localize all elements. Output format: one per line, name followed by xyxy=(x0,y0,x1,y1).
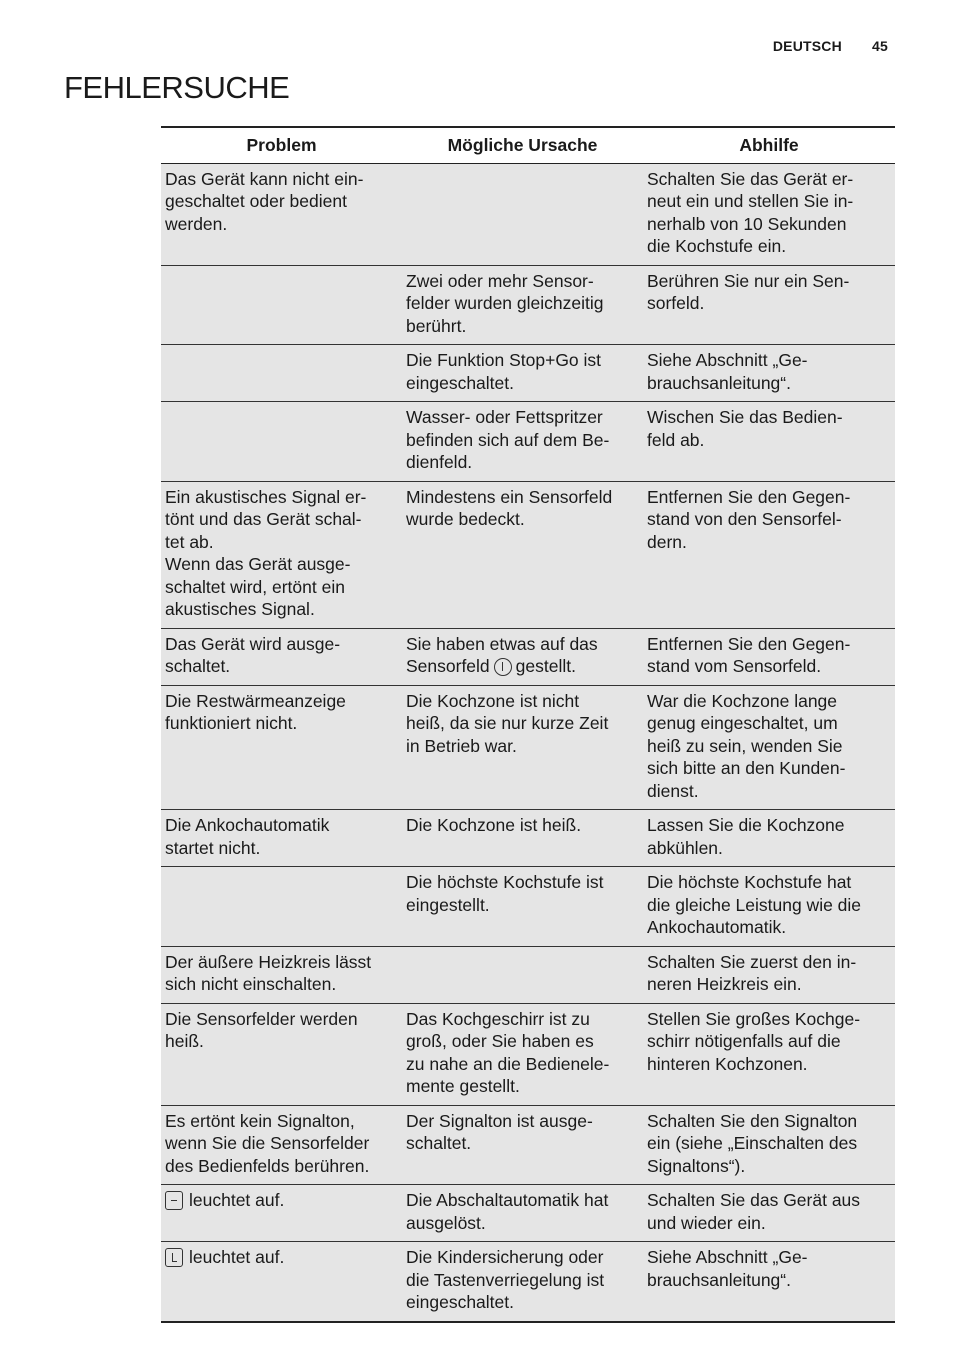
remedy-cell: Wischen Sie das Bedien- feld ab. xyxy=(643,402,895,482)
cause-cell: Mindestens ein Sensorfeld wurde bedeckt. xyxy=(402,481,643,628)
problem-cell: Das Gerät wird ausge- schaltet. xyxy=(161,628,402,685)
page-title: FEHLERSUCHE xyxy=(64,70,290,105)
problem-cell: Die Ankochautomatik startet nicht. xyxy=(161,810,402,867)
column-header-remedy: Abhilfe xyxy=(643,127,895,163)
remedy-cell: Siehe Abschnitt „Ge- brauchsanleitung“. xyxy=(643,1242,895,1322)
table-row xyxy=(161,628,895,685)
problem-cell xyxy=(161,345,402,402)
remedy-cell: Schalten Sie das Gerät er- neut ein und stellen Sie in- nerhalb von 10 Sekunden die Kochstufe ein. xyxy=(643,163,895,265)
display-minus-icon xyxy=(165,1191,183,1210)
column-header-problem: Problem xyxy=(161,127,402,163)
header-language: DEUTSCH xyxy=(772,38,842,54)
problem-cell: Ein akustisches Signal er- tönt und das Gerät schal- tet ab. Wenn das Gerät ausge- schaltet wird, ertönt ein akustisches Signal. xyxy=(161,481,402,628)
table-row xyxy=(161,163,895,265)
problem-cell: Das Gerät kann nicht ein- geschaltet oder bedient werden. xyxy=(161,163,402,265)
problem-cell xyxy=(161,867,402,947)
remedy-cell: Berühren Sie nur ein Sen- sorfeld. xyxy=(643,265,895,345)
table-header-row xyxy=(161,127,895,163)
table-row xyxy=(161,265,895,345)
cause-cell: Der Signalton ist ausge- schaltet. xyxy=(402,1105,643,1185)
page-number: 45 xyxy=(872,38,888,54)
cause-cell xyxy=(402,946,643,1003)
power-icon xyxy=(494,658,512,676)
cause-cell: Zwei oder mehr Sensor- felder wurden gleichzeitig berührt. xyxy=(402,265,643,345)
remedy-cell: Siehe Abschnitt „Ge- brauchsanleitung“. xyxy=(643,345,895,402)
table-row xyxy=(161,1242,895,1322)
problem-cell: Die Sensorfelder werden heiß. xyxy=(161,1003,402,1105)
remedy-cell: Schalten Sie zuerst den in- neren Heizkreis ein. xyxy=(643,946,895,1003)
cause-cell: Die Kochzone ist nicht heiß, da sie nur kurze Zeit in Betrieb war. xyxy=(402,685,643,810)
problem-text: leuchtet auf. xyxy=(189,1247,285,1267)
problem-cell xyxy=(161,265,402,345)
cause-cell: Die Kochzone ist heiß. xyxy=(402,810,643,867)
page-header xyxy=(773,38,888,54)
remedy-cell: Schalten Sie den Signalton ein (siehe „Einschalten des Signaltons“). xyxy=(643,1105,895,1185)
cause-cell: Die Kindersicherung oder die Tastenverriegelung ist eingeschaltet. xyxy=(402,1242,643,1322)
problem-cell: Der äußere Heizkreis lässt sich nicht einschalten. xyxy=(161,946,402,1003)
cause-cell: Die Abschaltautomatik hat ausgelöst. xyxy=(402,1185,643,1242)
remedy-cell: Die höchste Kochstufe hat die gleiche Leistung wie die Ankochautomatik. xyxy=(643,867,895,947)
remedy-cell: Lassen Sie die Kochzone abkühlen. xyxy=(643,810,895,867)
problem-cell xyxy=(161,1185,402,1242)
remedy-cell: War die Kochzone lange genug eingeschaltet, um heiß zu sein, wenden Sie sich bitte an den Kunden- dienst. xyxy=(643,685,895,810)
table-row xyxy=(161,946,895,1003)
cause-cell xyxy=(402,628,643,685)
table-row xyxy=(161,685,895,810)
cause-text-after-icon: gestellt. xyxy=(515,656,576,676)
troubleshooting-table xyxy=(161,126,895,1323)
table-row xyxy=(161,1185,895,1242)
remedy-cell: Schalten Sie das Gerät aus und wieder ein. xyxy=(643,1185,895,1242)
column-header-cause: Mögliche Ursache xyxy=(402,127,643,163)
cause-text-before-icon: Sie haben etwas auf das Sensorfeld xyxy=(406,633,598,676)
problem-cell xyxy=(161,1242,402,1322)
problem-cell xyxy=(161,402,402,482)
table-row xyxy=(161,867,895,947)
cause-cell: Die höchste Kochstufe ist eingestellt. xyxy=(402,867,643,947)
cause-cell: Das Kochgeschirr ist zu groß, oder Sie haben es zu nahe an die Bedienele- mente gestellt. xyxy=(402,1003,643,1105)
display-lock-icon xyxy=(165,1248,183,1267)
problem-cell: Es ertönt kein Signalton, wenn Sie die Sensorfelder des Bedienfelds berühren. xyxy=(161,1105,402,1185)
table-row xyxy=(161,810,895,867)
table-row xyxy=(161,481,895,628)
cause-cell: Wasser- oder Fettspritzer befinden sich auf dem Be- dienfeld. xyxy=(402,402,643,482)
remedy-cell: Entfernen Sie den Gegen- stand vom Sensorfeld. xyxy=(643,628,895,685)
table-row xyxy=(161,402,895,482)
remedy-cell: Stellen Sie großes Kochge- schirr nötigenfalls auf die hinteren Kochzonen. xyxy=(643,1003,895,1105)
remedy-cell: Entfernen Sie den Gegen- stand von den Sensorfel- dern. xyxy=(643,481,895,628)
table-row xyxy=(161,1105,895,1185)
cause-cell xyxy=(402,163,643,265)
problem-text: leuchtet auf. xyxy=(189,1190,285,1210)
table-row xyxy=(161,345,895,402)
table-row xyxy=(161,1003,895,1105)
cause-cell: Die Funktion Stop+Go ist eingeschaltet. xyxy=(402,345,643,402)
problem-cell: Die Restwärmeanzeige funktioniert nicht. xyxy=(161,685,402,810)
